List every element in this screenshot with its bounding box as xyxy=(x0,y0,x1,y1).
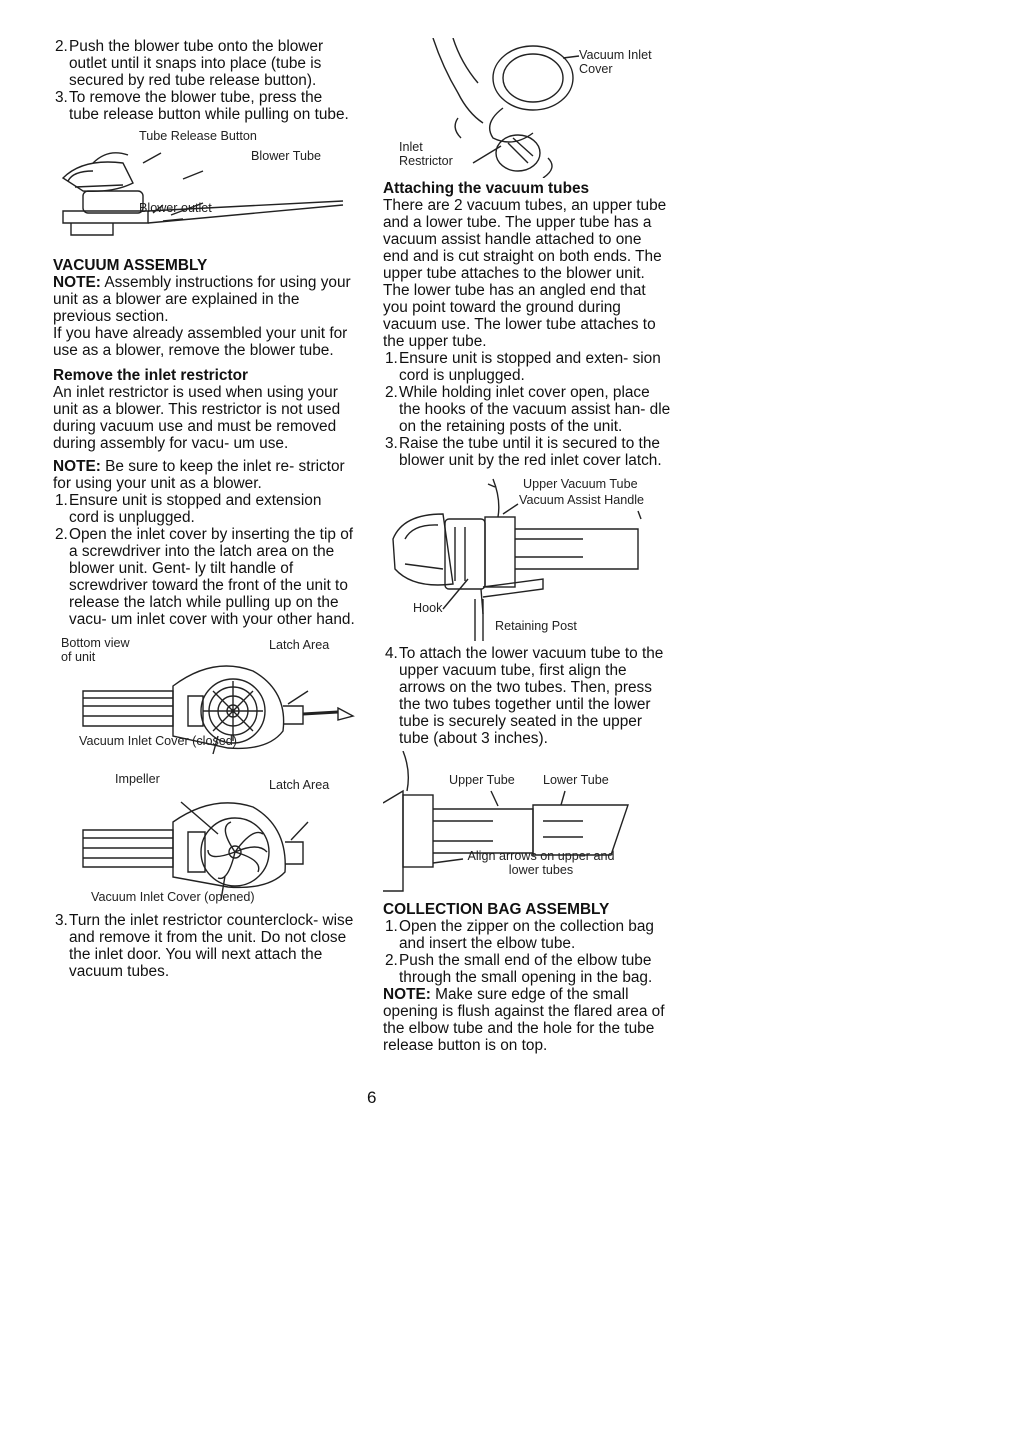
align-arrows-caption: Align arrows on upper and lower tubes xyxy=(467,849,615,877)
attaching-paragraph: There are 2 vacuum tubes, an upper tube and a lower tube. The upper tube has a vacuum assist handle attached to one end and is cut straight on both ends. The upper tube attaches to the blower unit. The lower tube has an angled end that you point toward the ground during vacuum use. The lower tube attaches to the upper tube. xyxy=(383,197,667,350)
vacuum-inlet-cover-label: Vacuum Inlet Cover xyxy=(579,48,652,76)
attach-step-1: 1. Ensure unit is stopped and exten- sion cord is unplugged. xyxy=(385,350,661,384)
blower-outlet-label: Blower outlet xyxy=(139,201,212,215)
vacuum-assembly-heading: VACUUM ASSEMBLY xyxy=(53,257,208,274)
remove-tube-paragraph: If you have already assembled your unit for use as a blower, remove the blower tube. xyxy=(53,325,348,359)
upper-tube-label: Upper Tube xyxy=(449,773,515,787)
inlet-restrictor-label: Inlet Restrictor xyxy=(399,140,453,168)
latch-area-label-closed: Latch Area xyxy=(269,638,330,652)
upper-vacuum-tube-label: Upper Vacuum Tube xyxy=(523,477,638,491)
retaining-post-label: Retaining Post xyxy=(495,619,577,633)
bottom-view-label: Bottom view of unit xyxy=(61,636,130,664)
tube-release-button-label: Tube Release Button xyxy=(139,129,257,143)
restrictor-step-1: 1. Ensure unit is stopped and extension cord is unplugged. xyxy=(55,492,322,526)
attach-step-3: 3. Raise the tube until it is secured to the blower unit by the red inlet cover latch. xyxy=(385,435,662,469)
step-2: 2. Push the blower tube onto the blower outlet until it snaps into place (tube is secured by red tube release button). xyxy=(53,38,355,89)
note-2: NOTE: Be sure to keep the inlet re- strictor for using your unit as a blower. xyxy=(53,458,345,492)
bag-step-1: 1. Open the zipper on the collection bag and insert the elbow tube. xyxy=(385,918,654,952)
blower-tube-label: Blower Tube xyxy=(251,149,322,163)
collection-bag-heading: COLLECTION BAG ASSEMBLY xyxy=(383,901,610,918)
note-3: NOTE: Make sure edge of the small opening is flush against the flared area of the elbow tube and the hole for the tube release button is on top. xyxy=(383,986,665,1054)
attach-step-2: 2. While holding inlet cover open, place the hooks of the vacuum assist han- dle on the retaining posts of the unit. xyxy=(385,384,671,435)
bag-step-2: 2. Push the small end of the elbow tube through the small opening in the bag. xyxy=(385,952,653,986)
vacuum-assist-handle-label: Vacuum Assist Handle xyxy=(519,493,645,507)
inlet-restrictor-figure xyxy=(383,38,671,178)
impeller-label: Impeller xyxy=(115,772,160,786)
lower-tube-label: Lower Tube xyxy=(543,773,609,787)
inlet-cover-opened-figure xyxy=(53,772,355,912)
inlet-cover-closed-figure xyxy=(53,636,355,766)
right-column xyxy=(383,38,671,1054)
hook-label: Hook xyxy=(413,601,443,615)
left-column xyxy=(53,38,355,980)
blower-tube-figure xyxy=(53,123,355,255)
step-3: 3. To remove the blower tube, press the tube release button while pulling on tube. xyxy=(53,89,355,123)
note-1: NOTE: Assembly instructions for using your unit as a blower are explained in the previous section. xyxy=(53,274,351,325)
inlet-cover-closed-caption: Vacuum Inlet Cover (closed) xyxy=(79,734,237,748)
remove-restrictor-heading: Remove the inlet restrictor xyxy=(53,367,249,384)
restrictor-step-2: 2. Open the inlet cover by inserting the tip of a screwdriver into the latch area on the blower unit. Gent- ly tilt handle of screwdriver toward the front of the unit to release the latch while pulling up on the vacu- um inlet cover with your other hand. xyxy=(55,526,355,628)
step-2-text: Push the blower tube onto the blower outlet until it snaps into place (tube is secured by red tube release button). xyxy=(69,38,324,89)
upper-tube-figure xyxy=(383,469,671,645)
page-number: 6 xyxy=(367,1088,377,1107)
attach-step-4: 4. To attach the lower vacuum tube to the upper vacuum tube, first align the arrows on the two tubes. Then, press the two tubes together until the lower tube is securely seated in the upper tube (about 3 inches). xyxy=(385,645,664,747)
step-3-text: To remove the blower tube, press the tube release button while pulling on tube. xyxy=(69,89,349,123)
inlet-cover-opened-caption: Vacuum Inlet Cover (opened) xyxy=(91,890,255,904)
attaching-heading: Attaching the vacuum tubes xyxy=(383,180,590,197)
restrictor-step-3: 3. Turn the inlet restrictor counterclock- wise and remove it from the unit. Do not close the inlet door. You will next attach the vacuum tubes. xyxy=(55,912,354,980)
align-arrows-figure xyxy=(383,751,671,899)
restrictor-paragraph: An inlet restrictor is used when using your unit as a blower. This restrictor is not used during vacuum use and must be removed during assembly for vacu- um use. xyxy=(53,384,341,452)
latch-area-label-opened: Latch Area xyxy=(269,778,330,792)
